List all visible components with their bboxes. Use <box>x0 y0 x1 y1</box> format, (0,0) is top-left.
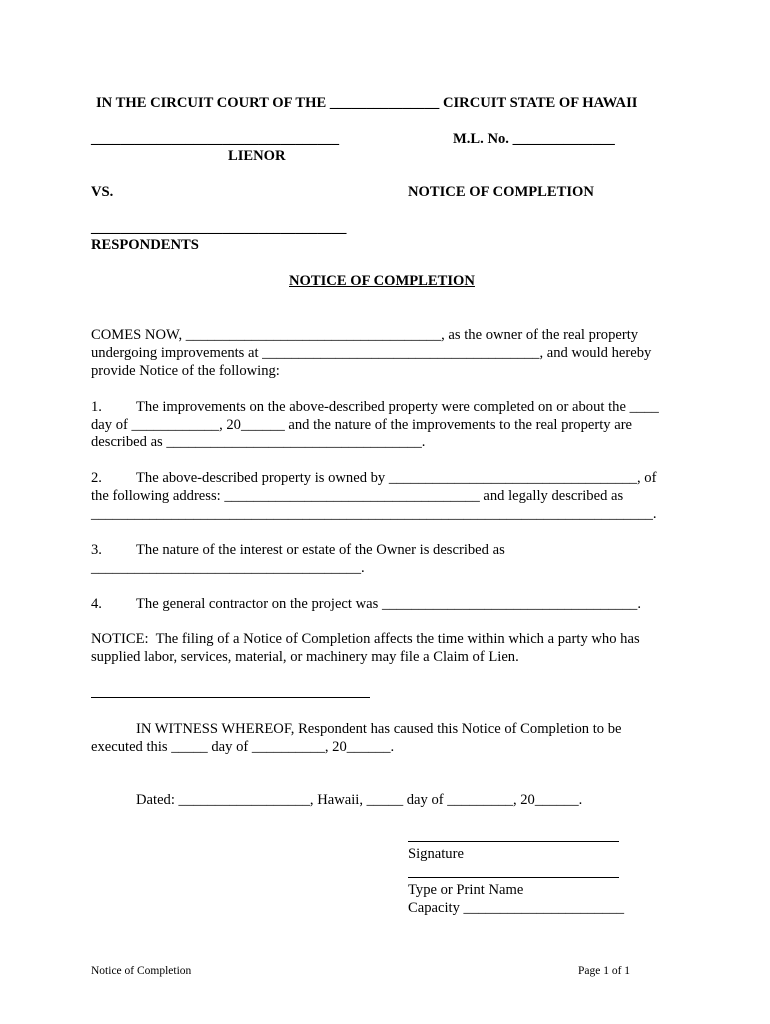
notice-text: NOTICE: The filing of a Notice of Completion affects the time within which a party who has <box>91 631 640 647</box>
signature-label: Signature <box>408 846 464 862</box>
lienor-label: LIENOR <box>228 148 286 164</box>
footer-page-number: Page 1 of 1 <box>578 965 631 977</box>
item-number: 4. <box>91 596 102 612</box>
witness-text: IN WITNESS WHEREOF, Respondent has caused this Notice of Completion to be <box>136 721 622 737</box>
witness-text: executed this _____ day of __________, 20______. <box>91 739 395 755</box>
item-text: The above-described property is owned by __________________________________, of <box>136 470 657 486</box>
court-heading: IN THE CIRCUIT COURT OF THE _______________ CIRCUIT STATE OF HAWAII <box>96 95 638 111</box>
capacity-label: Capacity ______________________ <box>408 900 625 916</box>
intro-line: undergoing improvements at ______________________________________, and would hereby <box>91 345 652 361</box>
intro-line: provide Notice of the following: <box>91 363 280 379</box>
respondent-signature-line <box>91 697 370 698</box>
item-text: The general contractor on the project was ___________________________________. <box>136 596 641 612</box>
item-text: _____________________________________________________________________________. <box>91 506 657 522</box>
intro-line: COMES NOW, ___________________________________, as the owner of the real property <box>91 327 639 343</box>
document-type: NOTICE OF COMPLETION <box>408 184 594 200</box>
document-title: NOTICE OF COMPLETION <box>289 273 475 289</box>
respondents-label: RESPONDENTS <box>91 237 199 253</box>
notice-text: supplied labor, services, material, or machinery may file a Claim of Lien. <box>91 649 519 665</box>
signature-line <box>408 841 619 842</box>
item-number: 2. <box>91 470 102 486</box>
ml-number: M.L. No. ______________ <box>453 131 615 147</box>
lienor-name-blank: __________________________________ <box>91 131 340 147</box>
item-text: the following address: ___________________________________ and legally described as <box>91 488 624 504</box>
vs-label: VS. <box>91 184 114 200</box>
item-text: day of ____________, 20______ and the nature of the improvements to the real property are <box>91 417 633 433</box>
print-name-line <box>408 877 619 878</box>
respondents-name-blank: ___________________________________ <box>91 220 347 236</box>
item-text: _____________________________________. <box>91 560 365 576</box>
item-text: described as ___________________________________. <box>91 434 426 450</box>
item-text: The improvements on the above-described property were completed on or about the ____ <box>136 399 659 415</box>
item-number: 3. <box>91 542 102 558</box>
print-name-label: Type or Print Name <box>408 882 524 898</box>
item-number: 1. <box>91 399 102 415</box>
footer-title: Notice of Completion <box>91 965 192 977</box>
dated-line: Dated: __________________, Hawaii, _____ day of _________, 20______. <box>136 792 583 808</box>
item-text: The nature of the interest or estate of the Owner is described as <box>136 542 505 558</box>
